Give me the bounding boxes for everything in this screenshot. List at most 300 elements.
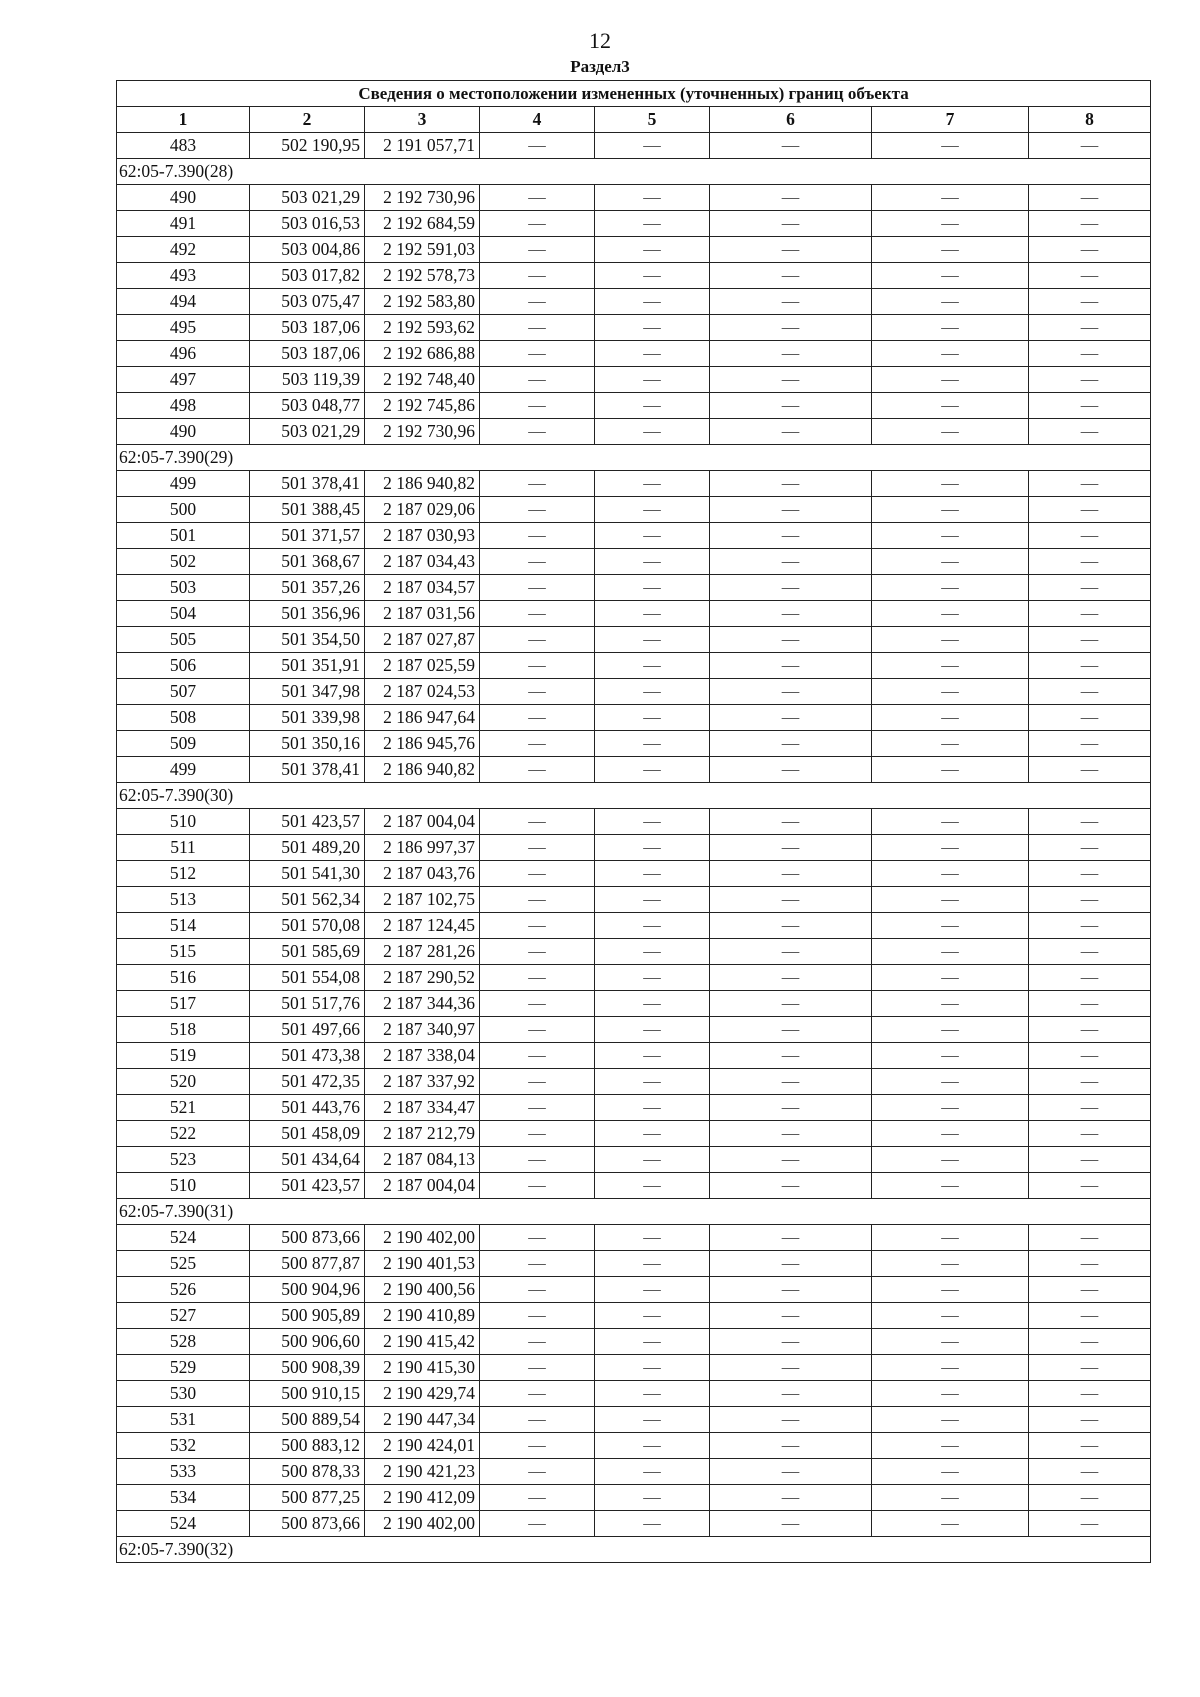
coordinate-y: 2 187 340,97 (365, 1017, 480, 1043)
empty-value-dash: — (872, 289, 1029, 315)
empty-value-dash: — (872, 913, 1029, 939)
empty-value-dash: — (710, 341, 872, 367)
empty-value-dash: — (595, 419, 710, 445)
empty-value-dash: — (595, 133, 710, 159)
empty-value-dash: — (710, 1095, 872, 1121)
empty-value-dash: — (595, 263, 710, 289)
coordinate-x: 501 541,30 (250, 861, 365, 887)
coordinate-y: 2 187 031,56 (365, 601, 480, 627)
coordinate-x: 501 371,57 (250, 523, 365, 549)
coordinate-y: 2 187 043,76 (365, 861, 480, 887)
empty-value-dash: — (1029, 705, 1151, 731)
group-row (117, 783, 1151, 809)
empty-value-dash: — (710, 861, 872, 887)
empty-value-dash: — (480, 549, 595, 575)
empty-value-dash: — (595, 549, 710, 575)
coordinate-x: 503 119,39 (250, 367, 365, 393)
coordinate-x: 501 357,26 (250, 575, 365, 601)
coordinate-y: 2 187 004,04 (365, 809, 480, 835)
table-row (117, 211, 1151, 237)
empty-value-dash: — (710, 263, 872, 289)
empty-value-dash: — (710, 1251, 872, 1277)
empty-value-dash: — (872, 861, 1029, 887)
empty-value-dash: — (480, 887, 595, 913)
empty-value-dash: — (480, 1277, 595, 1303)
empty-value-dash: — (872, 211, 1029, 237)
empty-value-dash: — (710, 237, 872, 263)
empty-value-dash: — (710, 887, 872, 913)
coordinate-y: 2 190 400,56 (365, 1277, 480, 1303)
table-row (117, 523, 1151, 549)
coordinate-x: 501 489,20 (250, 835, 365, 861)
empty-value-dash: — (872, 1069, 1029, 1095)
empty-value-dash: — (1029, 133, 1151, 159)
empty-value-dash: — (710, 809, 872, 835)
empty-value-dash: — (710, 1433, 872, 1459)
empty-value-dash: — (1029, 1511, 1151, 1537)
empty-value-dash: — (872, 393, 1029, 419)
coordinate-x: 503 187,06 (250, 341, 365, 367)
empty-value-dash: — (480, 913, 595, 939)
empty-value-dash: — (480, 965, 595, 991)
empty-value-dash: — (480, 991, 595, 1017)
empty-value-dash: — (480, 861, 595, 887)
empty-value-dash: — (1029, 835, 1151, 861)
coordinate-x: 501 570,08 (250, 913, 365, 939)
coordinates-table (116, 80, 1151, 1563)
table-row (117, 1043, 1151, 1069)
table-row (117, 1095, 1151, 1121)
empty-value-dash: — (1029, 809, 1151, 835)
coordinate-y: 2 190 447,34 (365, 1407, 480, 1433)
coordinate-x: 501 368,67 (250, 549, 365, 575)
empty-value-dash: — (480, 289, 595, 315)
empty-value-dash: — (710, 1121, 872, 1147)
group-row (117, 1537, 1151, 1563)
point-number: 534 (117, 1485, 250, 1511)
empty-value-dash: — (480, 1095, 595, 1121)
coordinate-x: 501 378,41 (250, 471, 365, 497)
coordinate-y: 2 192 745,86 (365, 393, 480, 419)
table-row (117, 1381, 1151, 1407)
empty-value-dash: — (595, 523, 710, 549)
coordinate-x: 501 473,38 (250, 1043, 365, 1069)
empty-value-dash: — (480, 263, 595, 289)
coordinate-y: 2 187 034,43 (365, 549, 480, 575)
empty-value-dash: — (710, 523, 872, 549)
empty-value-dash: — (480, 1459, 595, 1485)
empty-value-dash: — (480, 1121, 595, 1147)
point-number: 494 (117, 289, 250, 315)
empty-value-dash: — (1029, 263, 1151, 289)
table-row (117, 1225, 1151, 1251)
table-row (117, 1121, 1151, 1147)
point-number: 510 (117, 1173, 250, 1199)
empty-value-dash: — (595, 1433, 710, 1459)
table-caption: Сведения о местоположении измененных (уточненных) границ объекта (117, 81, 1151, 107)
empty-value-dash: — (595, 705, 710, 731)
coordinate-y: 2 192 578,73 (365, 263, 480, 289)
empty-value-dash: — (480, 1407, 595, 1433)
empty-value-dash: — (1029, 1173, 1151, 1199)
table-row (117, 497, 1151, 523)
empty-value-dash: — (1029, 549, 1151, 575)
coordinate-y: 2 190 401,53 (365, 1251, 480, 1277)
empty-value-dash: — (595, 1329, 710, 1355)
point-number: 508 (117, 705, 250, 731)
empty-value-dash: — (872, 1121, 1029, 1147)
coordinate-x: 503 075,47 (250, 289, 365, 315)
point-number: 506 (117, 653, 250, 679)
table-row (117, 1407, 1151, 1433)
table-row (117, 1017, 1151, 1043)
empty-value-dash: — (872, 575, 1029, 601)
empty-value-dash: — (872, 1303, 1029, 1329)
empty-value-dash: — (1029, 1043, 1151, 1069)
coordinate-y: 2 192 730,96 (365, 419, 480, 445)
coordinate-x: 500 873,66 (250, 1511, 365, 1537)
empty-value-dash: — (1029, 1407, 1151, 1433)
point-number: 526 (117, 1277, 250, 1303)
group-label: 62:05-7.390(28) (117, 159, 1151, 185)
empty-value-dash: — (1029, 1303, 1151, 1329)
coordinate-y: 2 187 004,04 (365, 1173, 480, 1199)
table-row (117, 1433, 1151, 1459)
coordinate-y: 2 187 290,52 (365, 965, 480, 991)
table-row (117, 133, 1151, 159)
coordinate-x: 501 378,41 (250, 757, 365, 783)
empty-value-dash: — (710, 1329, 872, 1355)
empty-value-dash: — (1029, 211, 1151, 237)
coordinate-y: 2 187 338,04 (365, 1043, 480, 1069)
empty-value-dash: — (1029, 1459, 1151, 1485)
table-row (117, 965, 1151, 991)
empty-value-dash: — (710, 731, 872, 757)
empty-value-dash: — (480, 627, 595, 653)
empty-value-dash: — (872, 627, 1029, 653)
table-row (117, 393, 1151, 419)
empty-value-dash: — (872, 133, 1029, 159)
empty-value-dash: — (480, 133, 595, 159)
point-number: 500 (117, 497, 250, 523)
coordinate-y: 2 187 025,59 (365, 653, 480, 679)
table-row (117, 237, 1151, 263)
table-row (117, 887, 1151, 913)
empty-value-dash: — (1029, 289, 1151, 315)
empty-value-dash: — (872, 549, 1029, 575)
empty-value-dash: — (710, 367, 872, 393)
point-number: 516 (117, 965, 250, 991)
empty-value-dash: — (1029, 341, 1151, 367)
empty-value-dash: — (710, 185, 872, 211)
column-header: 3 (365, 107, 480, 133)
table-row (117, 1355, 1151, 1381)
empty-value-dash: — (1029, 1017, 1151, 1043)
coordinate-y: 2 192 686,88 (365, 341, 480, 367)
empty-value-dash: — (1029, 757, 1151, 783)
coordinate-x: 503 017,82 (250, 263, 365, 289)
empty-value-dash: — (710, 601, 872, 627)
point-number: 523 (117, 1147, 250, 1173)
table-row (117, 1485, 1151, 1511)
point-number: 483 (117, 133, 250, 159)
coordinate-x: 501 351,91 (250, 653, 365, 679)
point-number: 493 (117, 263, 250, 289)
empty-value-dash: — (872, 1433, 1029, 1459)
empty-value-dash: — (872, 1173, 1029, 1199)
empty-value-dash: — (872, 939, 1029, 965)
coordinate-x: 501 347,98 (250, 679, 365, 705)
empty-value-dash: — (480, 1173, 595, 1199)
group-row (117, 445, 1151, 471)
empty-value-dash: — (872, 497, 1029, 523)
coordinate-x: 503 048,77 (250, 393, 365, 419)
empty-value-dash: — (710, 1303, 872, 1329)
empty-value-dash: — (595, 601, 710, 627)
coordinate-y: 2 192 730,96 (365, 185, 480, 211)
empty-value-dash: — (872, 419, 1029, 445)
coordinate-x: 501 443,76 (250, 1095, 365, 1121)
point-number: 525 (117, 1251, 250, 1277)
coordinate-x: 501 423,57 (250, 809, 365, 835)
coordinate-x: 503 016,53 (250, 211, 365, 237)
empty-value-dash: — (710, 991, 872, 1017)
coordinate-y: 2 192 748,40 (365, 367, 480, 393)
coordinate-x: 500 873,66 (250, 1225, 365, 1251)
empty-value-dash: — (710, 419, 872, 445)
empty-value-dash: — (480, 1329, 595, 1355)
coordinate-x: 500 905,89 (250, 1303, 365, 1329)
table-row (117, 1329, 1151, 1355)
empty-value-dash: — (480, 835, 595, 861)
point-number: 499 (117, 471, 250, 497)
empty-value-dash: — (480, 1511, 595, 1537)
empty-value-dash: — (710, 627, 872, 653)
empty-value-dash: — (1029, 237, 1151, 263)
empty-value-dash: — (595, 1147, 710, 1173)
coordinate-y: 2 190 424,01 (365, 1433, 480, 1459)
empty-value-dash: — (480, 679, 595, 705)
empty-value-dash: — (480, 1251, 595, 1277)
empty-value-dash: — (480, 367, 595, 393)
empty-value-dash: — (595, 627, 710, 653)
empty-value-dash: — (710, 1407, 872, 1433)
group-row (117, 159, 1151, 185)
empty-value-dash: — (710, 1173, 872, 1199)
coordinate-y: 2 187 084,13 (365, 1147, 480, 1173)
empty-value-dash: — (1029, 1121, 1151, 1147)
coordinate-y: 2 187 030,93 (365, 523, 480, 549)
empty-value-dash: — (595, 1381, 710, 1407)
point-number: 529 (117, 1355, 250, 1381)
coordinate-y: 2 190 402,00 (365, 1511, 480, 1537)
table-row (117, 1173, 1151, 1199)
table-row (117, 471, 1151, 497)
empty-value-dash: — (595, 393, 710, 419)
table-row (117, 861, 1151, 887)
empty-value-dash: — (595, 809, 710, 835)
coordinate-y: 2 187 344,36 (365, 991, 480, 1017)
point-number: 530 (117, 1381, 250, 1407)
empty-value-dash: — (872, 1459, 1029, 1485)
coordinate-x: 500 908,39 (250, 1355, 365, 1381)
coordinate-x: 501 423,57 (250, 1173, 365, 1199)
empty-value-dash: — (710, 705, 872, 731)
table-row (117, 289, 1151, 315)
empty-value-dash: — (710, 315, 872, 341)
empty-value-dash: — (872, 679, 1029, 705)
coordinate-y: 2 187 024,53 (365, 679, 480, 705)
coordinate-y: 2 187 281,26 (365, 939, 480, 965)
coordinate-x: 503 004,86 (250, 237, 365, 263)
empty-value-dash: — (710, 913, 872, 939)
group-label: 62:05-7.390(32) (117, 1537, 1151, 1563)
empty-value-dash: — (1029, 575, 1151, 601)
coordinate-x: 503 021,29 (250, 419, 365, 445)
table-row (117, 809, 1151, 835)
empty-value-dash: — (595, 471, 710, 497)
empty-value-dash: — (872, 263, 1029, 289)
empty-value-dash: — (872, 705, 1029, 731)
empty-value-dash: — (710, 965, 872, 991)
empty-value-dash: — (710, 1017, 872, 1043)
empty-value-dash: — (1029, 1095, 1151, 1121)
empty-value-dash: — (1029, 1225, 1151, 1251)
coordinate-y: 2 186 945,76 (365, 731, 480, 757)
point-number: 533 (117, 1459, 250, 1485)
empty-value-dash: — (872, 315, 1029, 341)
empty-value-dash: — (872, 1043, 1029, 1069)
empty-value-dash: — (1029, 419, 1151, 445)
point-number: 490 (117, 185, 250, 211)
column-header: 6 (710, 107, 872, 133)
coordinate-x: 501 585,69 (250, 939, 365, 965)
coordinate-y: 2 186 947,64 (365, 705, 480, 731)
empty-value-dash: — (595, 1511, 710, 1537)
point-number: 511 (117, 835, 250, 861)
coordinate-x: 500 906,60 (250, 1329, 365, 1355)
coordinate-y: 2 190 412,09 (365, 1485, 480, 1511)
point-number: 520 (117, 1069, 250, 1095)
empty-value-dash: — (710, 549, 872, 575)
group-label: 62:05-7.390(31) (117, 1199, 1151, 1225)
empty-value-dash: — (710, 1511, 872, 1537)
empty-value-dash: — (1029, 1251, 1151, 1277)
table-row (117, 939, 1151, 965)
empty-value-dash: — (595, 497, 710, 523)
empty-value-dash: — (1029, 653, 1151, 679)
empty-value-dash: — (595, 1251, 710, 1277)
point-number: 524 (117, 1225, 250, 1251)
empty-value-dash: — (872, 731, 1029, 757)
coordinate-y: 2 190 429,74 (365, 1381, 480, 1407)
empty-value-dash: — (595, 185, 710, 211)
empty-value-dash: — (872, 809, 1029, 835)
point-number: 519 (117, 1043, 250, 1069)
empty-value-dash: — (872, 1251, 1029, 1277)
empty-value-dash: — (480, 1355, 595, 1381)
empty-value-dash: — (710, 939, 872, 965)
coordinate-y: 2 187 034,57 (365, 575, 480, 601)
empty-value-dash: — (480, 471, 595, 497)
point-number: 521 (117, 1095, 250, 1121)
coordinate-x: 501 388,45 (250, 497, 365, 523)
point-number: 531 (117, 1407, 250, 1433)
empty-value-dash: — (480, 809, 595, 835)
empty-value-dash: — (480, 653, 595, 679)
empty-value-dash: — (1029, 497, 1151, 523)
empty-value-dash: — (872, 185, 1029, 211)
empty-value-dash: — (710, 1355, 872, 1381)
table-row (117, 263, 1151, 289)
coordinate-x: 501 339,98 (250, 705, 365, 731)
empty-value-dash: — (872, 601, 1029, 627)
empty-value-dash: — (595, 341, 710, 367)
coordinate-y: 2 190 415,30 (365, 1355, 480, 1381)
point-number: 496 (117, 341, 250, 367)
empty-value-dash: — (710, 289, 872, 315)
empty-value-dash: — (872, 965, 1029, 991)
empty-value-dash: — (595, 653, 710, 679)
empty-value-dash: — (595, 315, 710, 341)
empty-value-dash: — (595, 757, 710, 783)
empty-value-dash: — (480, 341, 595, 367)
empty-value-dash: — (480, 1017, 595, 1043)
empty-value-dash: — (480, 575, 595, 601)
empty-value-dash: — (872, 1381, 1029, 1407)
table-row (117, 1069, 1151, 1095)
empty-value-dash: — (595, 575, 710, 601)
empty-value-dash: — (710, 1485, 872, 1511)
empty-value-dash: — (1029, 991, 1151, 1017)
empty-value-dash: — (710, 835, 872, 861)
coordinate-x: 500 878,33 (250, 1459, 365, 1485)
point-number: 507 (117, 679, 250, 705)
empty-value-dash: — (1029, 1147, 1151, 1173)
empty-value-dash: — (872, 1017, 1029, 1043)
coordinate-y: 2 187 337,92 (365, 1069, 480, 1095)
coordinate-x: 500 889,54 (250, 1407, 365, 1433)
group-row (117, 1199, 1151, 1225)
point-number: 518 (117, 1017, 250, 1043)
table-row (117, 679, 1151, 705)
empty-value-dash: — (595, 1043, 710, 1069)
table-body (117, 133, 1151, 1563)
empty-value-dash: — (595, 1225, 710, 1251)
empty-value-dash: — (872, 1277, 1029, 1303)
point-number: 501 (117, 523, 250, 549)
empty-value-dash: — (1029, 1355, 1151, 1381)
coordinate-x: 503 187,06 (250, 315, 365, 341)
section-title: Раздел3 (570, 57, 630, 76)
coordinate-y: 2 187 102,75 (365, 887, 480, 913)
empty-value-dash: — (595, 679, 710, 705)
coordinate-y: 2 191 057,71 (365, 133, 480, 159)
table-row (117, 913, 1151, 939)
empty-value-dash: — (872, 1225, 1029, 1251)
empty-value-dash: — (710, 679, 872, 705)
empty-value-dash: — (480, 393, 595, 419)
coordinate-y: 2 186 940,82 (365, 757, 480, 783)
point-number: 522 (117, 1121, 250, 1147)
empty-value-dash: — (710, 575, 872, 601)
point-number: 504 (117, 601, 250, 627)
empty-value-dash: — (595, 289, 710, 315)
empty-value-dash: — (480, 1433, 595, 1459)
empty-value-dash: — (1029, 393, 1151, 419)
empty-value-dash: — (595, 1277, 710, 1303)
point-number: 503 (117, 575, 250, 601)
